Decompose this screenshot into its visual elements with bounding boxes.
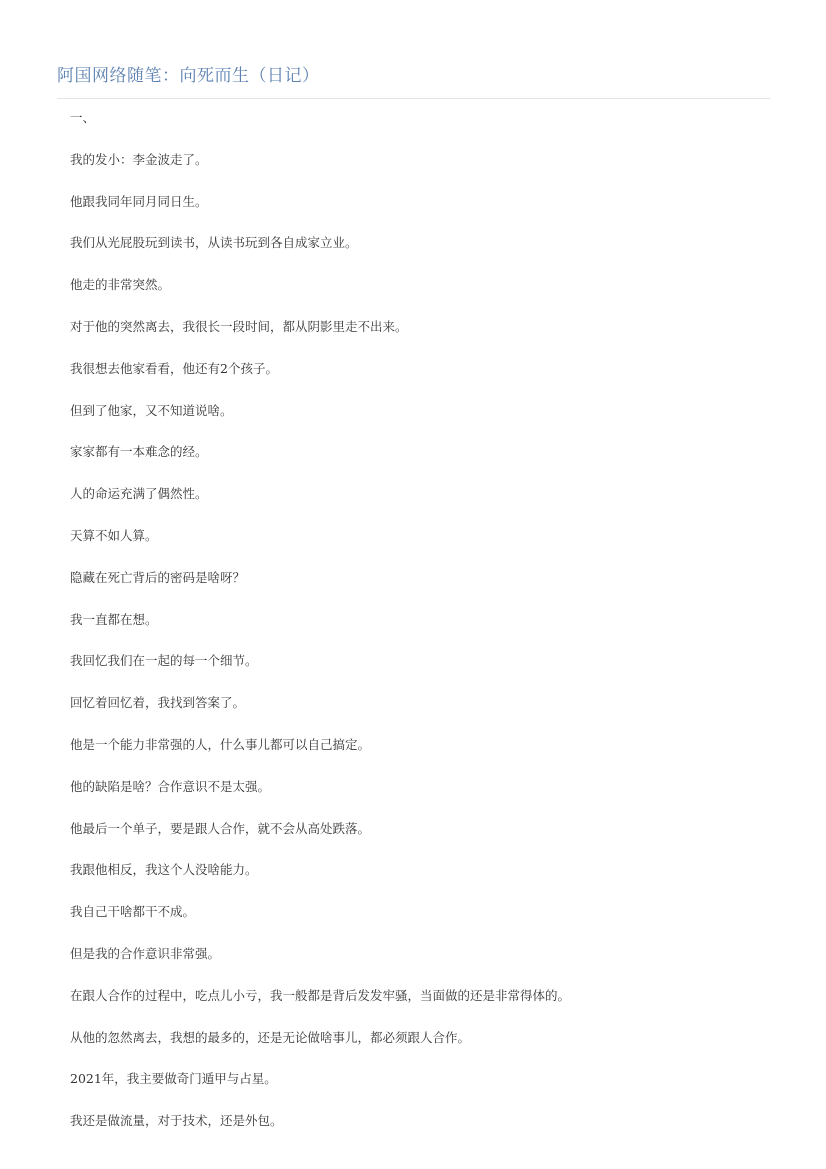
paragraph: 我回忆我们在一起的每一个细节。 (70, 653, 258, 669)
paragraph: 我还是做流量，对于技术，还是外包。 (70, 1113, 283, 1129)
paragraph: 回忆着回忆着，我找到答案了。 (70, 695, 246, 711)
paragraph: 人的命运充满了偶然性。 (70, 486, 208, 502)
paragraph: 天算不如人算。 (70, 527, 158, 543)
paragraph: 我们从光屁股玩到读书，从读书玩到各自成家立业。 (70, 235, 358, 251)
paragraph: 他最后一个单子，要是跟人合作，就不会从高处跌落。 (70, 820, 371, 836)
document-title: 阿国网络随笔：向死而生（日记） (57, 66, 320, 86)
paragraph: 家家都有一本难念的经。 (70, 444, 208, 460)
paragraph: 我的发小：李金波走了。 (70, 151, 208, 167)
paragraph: 隐藏在死亡背后的密码是啥呀？ (70, 569, 246, 585)
paragraph: 从他的忽然离去，我想的最多的，还是无论做啥事儿，都必须跟人合作。 (70, 1029, 471, 1045)
paragraph: 我自己干啥都干不成。 (70, 904, 196, 920)
paragraph: 他跟我同年同月同日生。 (70, 193, 208, 209)
paragraph: 在跟人合作的过程中，吃点儿小亏，我一般都是背后发发牢骚，当面做的还是非常得体的。 (70, 987, 571, 1003)
paragraph: 但到了他家，又不知道说啥。 (70, 402, 233, 418)
paragraph: 一、 (70, 110, 96, 125)
paragraph: 2021年，我主要做奇门遁甲与占星。 (70, 1071, 277, 1087)
paragraph: 他是一个能力非常强的人，什么事儿都可以自己搞定。 (70, 736, 371, 752)
paragraph: 我一直都在想。 (70, 611, 158, 627)
title-divider (57, 98, 770, 99)
paragraph: 他走的非常突然。 (70, 277, 171, 293)
document-body (70, 107, 770, 1152)
paragraph: 我很想去他家看看，他还有2个孩子。 (70, 360, 278, 376)
paragraph: 他的缺陷是啥？合作意识不是太强。 (70, 778, 271, 794)
paragraph: 我跟他相反，我这个人没啥能力。 (70, 862, 258, 878)
paragraph: 但是我的合作意识非常强。 (70, 945, 221, 961)
paragraph: 对于他的突然离去，我很长一段时间，都从阴影里走不出来。 (70, 318, 408, 334)
